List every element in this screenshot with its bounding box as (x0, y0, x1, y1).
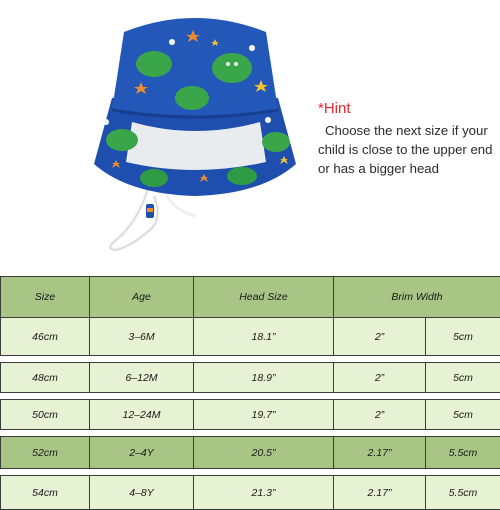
cell-brim-inches: 2.17” (334, 437, 426, 469)
cell-age: 12–24M (90, 400, 194, 430)
table-row (1, 400, 500, 430)
header-head-size: Head Size (194, 277, 334, 318)
hint-line-3: or has a bigger head (318, 159, 500, 178)
hint-line-2: child is close to the upper end (318, 140, 500, 159)
cell-size: 50cm (1, 400, 90, 430)
cell-head-size: 18.1” (194, 318, 334, 356)
cell-size: 54cm (1, 476, 90, 510)
cell-brim-inches: 2” (334, 400, 426, 430)
cell-brim-cm: 5.5cm (426, 476, 500, 510)
cell-head-size: 20.5” (194, 437, 334, 469)
cell-brim-cm: 5cm (426, 363, 500, 393)
cell-size: 46cm (1, 318, 90, 356)
table-row (1, 363, 500, 393)
cell-head-size: 19.7” (194, 400, 334, 430)
cell-brim-cm: 5cm (426, 318, 500, 356)
cell-brim-inches: 2” (334, 363, 426, 393)
header-brim-width: Brim Width (334, 277, 500, 318)
cell-brim-inches: 2” (334, 318, 426, 356)
cell-age: 4–8Y (90, 476, 194, 510)
cell-head-size: 18.9” (194, 363, 334, 393)
table-row (1, 318, 500, 356)
hint-line-1: Choose the next size if your (318, 121, 500, 140)
header-size: Size (1, 277, 90, 318)
cell-age: 3–6M (90, 318, 194, 356)
cell-size: 48cm (1, 363, 90, 393)
header-age: Age (90, 277, 194, 318)
cell-age: 2–4Y (90, 437, 194, 469)
cell-brim-cm: 5.5cm (426, 437, 500, 469)
bucket-hat-image (92, 12, 298, 252)
table-row (1, 437, 500, 469)
cell-age: 6–12M (90, 363, 194, 393)
cell-brim-cm: 5cm (426, 400, 500, 430)
hint-note (318, 100, 500, 178)
hint-title: *Hint (318, 100, 500, 118)
cell-brim-inches: 2.17” (334, 476, 426, 510)
cell-head-size: 21.3” (194, 476, 334, 510)
table-row (1, 476, 500, 510)
size-chart-table (0, 276, 500, 510)
cell-size: 52cm (1, 437, 90, 469)
table-header-row (1, 277, 500, 318)
